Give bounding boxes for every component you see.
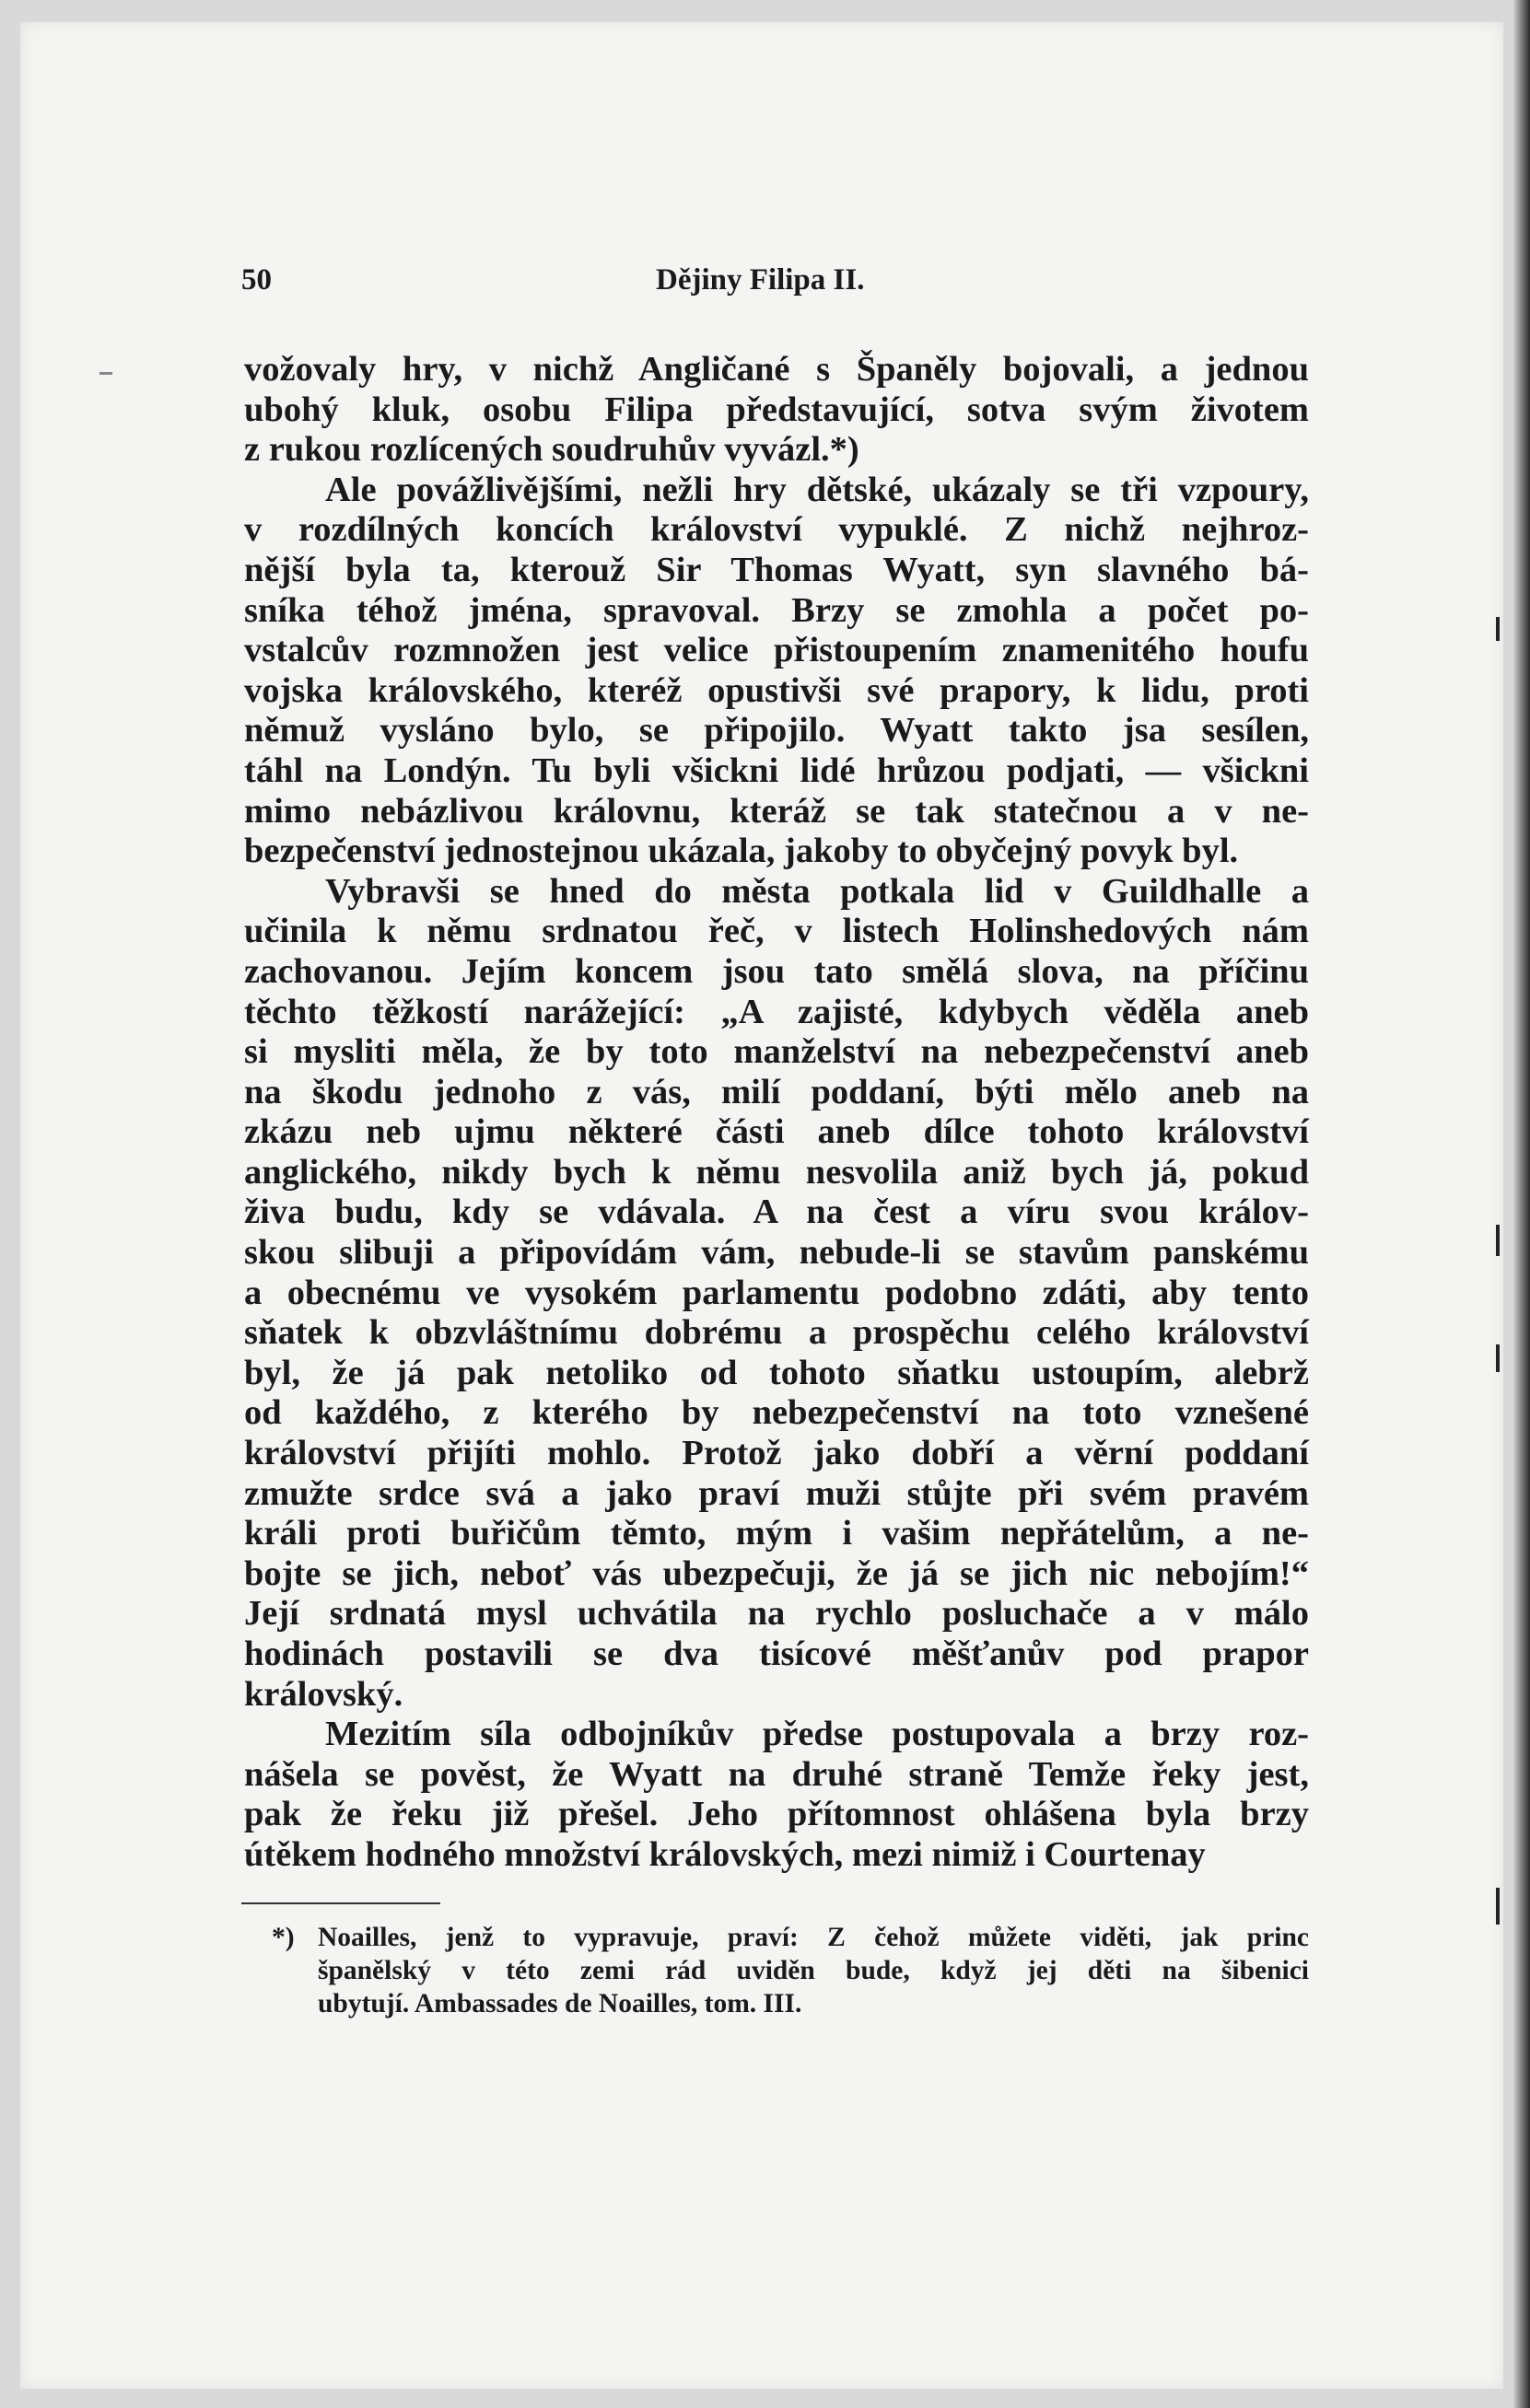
- text-line: hodinách postavili se dva tisícové měšťanův pod prapor: [244, 1634, 1309, 1673]
- text-line: Vybravši se hned do města potkala lid v Guildhalle a: [325, 871, 1309, 911]
- scan-speck: [99, 372, 112, 375]
- text-line: sníka téhož jména, spravoval. Brzy se zmohla a počet po-: [244, 590, 1309, 630]
- text-line: útěkem hodného množství královských, mezi nimiž i Courtenay: [244, 1834, 1206, 1874]
- footnote: [244, 1921, 1309, 2020]
- text-line: Její srdnatá mysl uchvátila na rychlo posluchače a v málo: [244, 1594, 1309, 1634]
- text-line: pak že řeku již přešel. Jeho přítomnost ohlášena byla brzy: [244, 1795, 1309, 1834]
- margin-mark: [1496, 1344, 1500, 1372]
- text-line: královský.: [244, 1674, 403, 1714]
- footnote-line: [244, 1987, 1309, 2020]
- text-line: vstalcův rozmnožen jest velice přistoupením znamenitého houfu: [244, 631, 1309, 670]
- text-line: ubohý kluk, osobu Filipa představující, sotva svým životem: [244, 390, 1309, 429]
- text-line: si mysliti měla, že by toto manželství na nebezpečenství aneb: [244, 1032, 1309, 1072]
- text-line: zkázu neb ujmu některé části aneb dílce tohoto království: [244, 1112, 1309, 1152]
- text-line: skou slibuji a připovídám vám, nebude-li se stavům panskému: [244, 1233, 1309, 1273]
- text-line: králi proti buřičům těmto, mým i vašim nepřátelům, a ne-: [244, 1514, 1309, 1553]
- text-line: učinila k němu srdnatou řeč, v listech Holinshedových nám: [244, 912, 1309, 951]
- text-line: a obecnému ve vysokém parlamentu podobno zdáti, aby tento: [244, 1273, 1309, 1312]
- footnote-text: Noailles, jenž to vypravuje, praví: Z čehož můžete viděti, jak princ: [318, 1923, 1309, 1952]
- text-line: Ale povážlivějšími, nežli hry dětské, ukázaly se tři vzpoury,: [325, 470, 1309, 509]
- text-line: němuž vysláno bylo, se připojilo. Wyatt takto jsa sesílen,: [244, 711, 1309, 750]
- text-line: zmužte srdce svá a jako praví muži stůjte při svém pravém: [244, 1473, 1309, 1513]
- text-line: bojte se jich, neboť vás ubezpečuji, že já se jich nic nebojím!“: [244, 1553, 1309, 1593]
- text-line: mimo nebázlivou královnu, kteráž se tak statečnou a v ne-: [244, 791, 1309, 831]
- footnote-mark: *): [272, 1923, 295, 1952]
- text-line: anglického, nikdy bych k němu nesvolila aniž bych já, pokud: [244, 1152, 1309, 1192]
- text-line: na škodu jednoho z vás, milí poddaní, býti mělo aneb na: [244, 1072, 1309, 1111]
- text-line: nější byla ta, kterouž Sir Thomas Wyatt, syn slavného bá-: [244, 550, 1309, 589]
- text-line: sňatek k obzvláštnímu dobrému a prospěchu celého království: [244, 1313, 1309, 1353]
- text-line: vožovaly hry, v nichž Angličané s Španěly bojovali, a jednou: [244, 350, 1309, 389]
- text-line: v rozdílných koncích království vypuklé. Z nichž nejhroz-: [244, 510, 1309, 550]
- footnote-text: španělský v této zemi rád uviděn bude, když jej děti na šibenici: [318, 1956, 1309, 1985]
- text-line: živa budu, kdy se vdávala. A na čest a víru svou králov-: [244, 1192, 1309, 1232]
- page-number: 50: [241, 263, 272, 297]
- margin-mark: [1496, 1225, 1500, 1256]
- margin-mark: [1496, 617, 1500, 641]
- body-text: [244, 350, 1309, 1876]
- text-line: táhl na Londýn. Tu byli všickni lidé hrůzou podjati, — všickni: [244, 750, 1309, 790]
- page-header: [241, 263, 1308, 309]
- footnote-text: ubytují. Ambassades de Noailles, tom. III.: [318, 1989, 802, 2018]
- text-line: Mezitím síla odbojníkův předse postupovala a brzy roz-: [325, 1715, 1309, 1754]
- footnote-line: [244, 1954, 1309, 1987]
- page-edge-shadow: [1513, 0, 1530, 2408]
- text-line: království přijíti mohlo. Protož jako dobří a věrní poddaní: [244, 1434, 1309, 1473]
- text-line: z rukou rozlícených soudruhův vyvázl.*): [244, 430, 859, 470]
- text-line: těchto těžkostí narážející: „A zajisté, kdybych věděla aneb: [244, 992, 1309, 1031]
- footnote-line: [244, 1921, 1309, 1954]
- text-line: bezpečenství jednostejnou ukázala, jakoby to obyčejný povyk byl.: [244, 832, 1239, 871]
- text-line: nášela se pověst, že Wyatt na druhé straně Temže řeky jest,: [244, 1754, 1309, 1794]
- margin-mark: [1496, 1888, 1500, 1925]
- text-line: zachovanou. Jejím koncem jsou tato smělá slova, na příčinu: [244, 951, 1309, 991]
- text-line: byl, že já pak netoliko od tohoto sňatku ustoupím, alebrž: [244, 1353, 1309, 1392]
- text-line: od každého, z kterého by nebezpečenství na toto vznešené: [244, 1393, 1309, 1433]
- footnote-rule: [241, 1902, 440, 1904]
- text-line: vojska královského, kteréž opustivši své prapory, k lidu, proti: [244, 670, 1309, 710]
- running-title: Dějiny Filipa II.: [656, 263, 865, 297]
